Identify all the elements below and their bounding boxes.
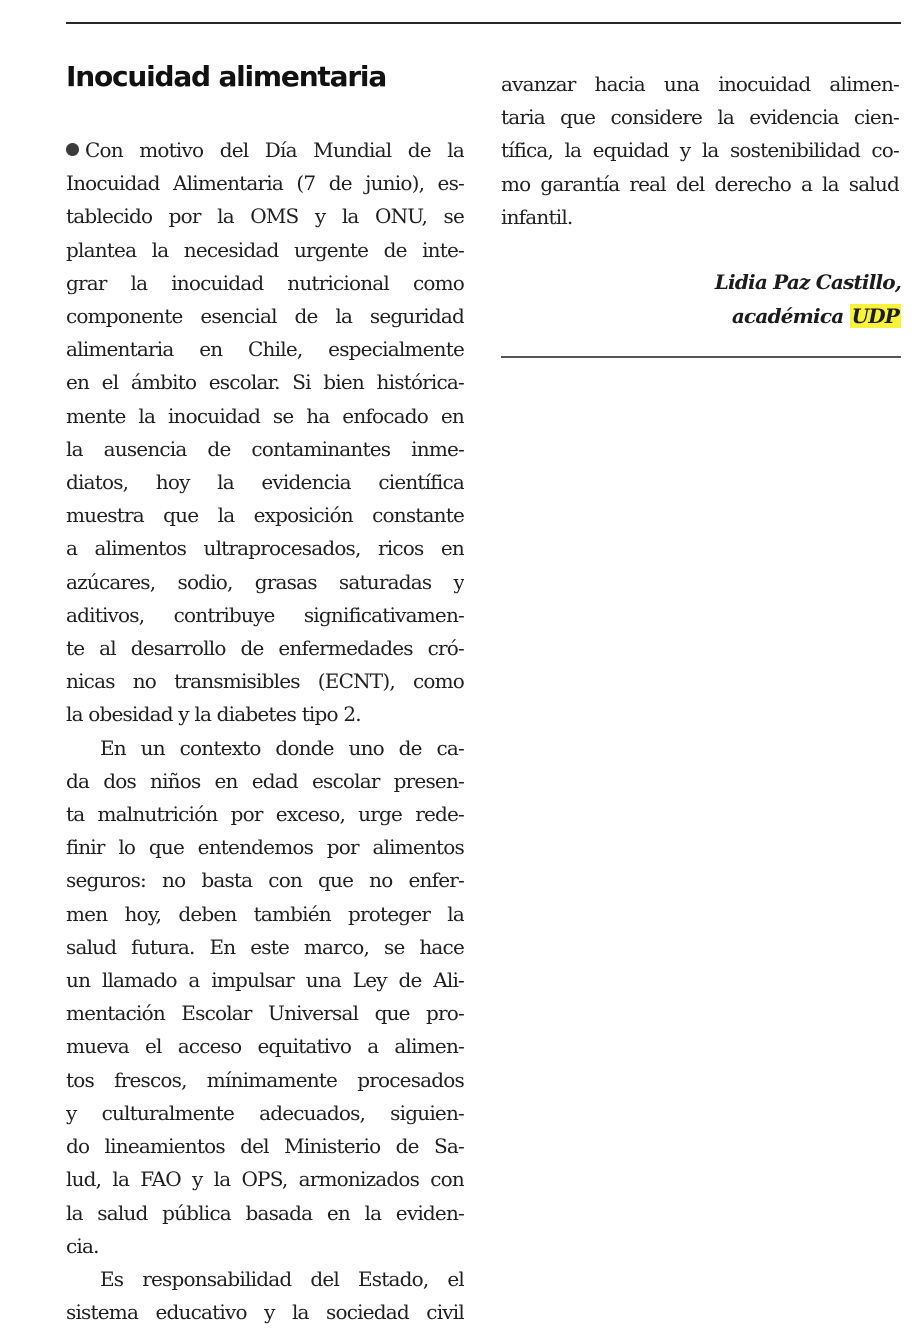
article-title: Inocuidad alimentaria xyxy=(66,60,387,93)
signature-rule xyxy=(501,356,901,358)
text-line: lud, la FAO y la OPS, armonizados con xyxy=(66,1167,464,1192)
text-line: mueva el acceso equitativo a alimen- xyxy=(66,1034,464,1059)
text-line: aditivos, contribuye significativamen- xyxy=(66,602,464,627)
text-line: finir lo que entendemos por alimentos xyxy=(66,835,464,860)
text-line: plantea la necesidad urgente de inte- xyxy=(66,237,464,262)
text-line: sistema educativo y la sociedad civil xyxy=(66,1300,464,1325)
text-line: grar la inocuidad nutricional como xyxy=(66,270,464,295)
text-line: taria que considere la evidencia cien- xyxy=(501,105,899,130)
author-role: académica xyxy=(731,304,844,328)
text-line: mentación Escolar Universal que pro- xyxy=(66,1001,464,1026)
text-line: azúcares, sodio, grasas saturadas y xyxy=(66,569,464,594)
text-line: En un contexto donde uno de ca- xyxy=(100,735,464,760)
text-line: do lineamientos del Ministerio de Sa- xyxy=(66,1134,464,1159)
text-line: mo garantía real del derecho a la salud xyxy=(501,171,899,196)
text-line: seguros: no basta con que no enfer- xyxy=(66,868,464,893)
text-line: ta malnutrición por exceso, urge rede- xyxy=(66,802,464,827)
text-line: diatos, hoy la evidencia científica xyxy=(66,470,464,495)
text-line: salud futura. En este marco, se hace xyxy=(66,934,464,959)
text-line: infantil. xyxy=(501,204,573,229)
left-column xyxy=(66,134,464,1329)
text-line: tablecido por la OMS y la ONU, se xyxy=(66,204,464,229)
text-line: la salud pública basada en la eviden- xyxy=(66,1200,464,1225)
text-line: men hoy, deben también proteger la xyxy=(66,901,464,926)
text-line: tos frescos, mínimamente procesados xyxy=(66,1067,464,1092)
text-line: la obesidad y la diabetes tipo 2. xyxy=(66,702,361,727)
text-line: muestra que la exposición constante xyxy=(66,503,464,528)
text-line: un llamado a impulsar una Ley de Ali- xyxy=(66,968,464,993)
text-line: y culturalmente adecuados, siguien- xyxy=(66,1100,464,1125)
institution-highlight: UDP xyxy=(851,304,899,328)
text-line: Inocuidad Alimentaria (7 de junio), es- xyxy=(66,171,464,196)
text-line: cia. xyxy=(66,1233,99,1258)
text-line: te al desarrollo de enfermedades cró- xyxy=(66,636,464,661)
signature xyxy=(715,265,901,333)
text-line: tífica, la equidad y la sostenibilidad co- xyxy=(501,138,899,163)
right-column xyxy=(501,68,899,234)
text-line: la ausencia de contaminantes inme- xyxy=(66,436,464,461)
author-name: Lidia Paz Castillo, xyxy=(714,270,901,294)
text-line: en el ámbito escolar. Si bien histórica- xyxy=(66,370,464,395)
author-role-line xyxy=(715,299,901,333)
text-line: alimentaria en Chile, especialmente xyxy=(66,337,464,362)
text-line: a alimentos ultraprocesados, ricos en xyxy=(66,536,464,561)
bullet-icon xyxy=(66,143,79,156)
text-line: componente esencial de la seguridad xyxy=(66,304,464,329)
text-line: avanzar hacia una inocuidad alimen- xyxy=(501,72,899,96)
text-line: Es responsabilidad del Estado, el xyxy=(100,1266,464,1291)
top-rule xyxy=(66,22,901,24)
text-line: nicas no transmisibles (ECNT), como xyxy=(66,669,464,694)
text-line: Con motivo del Día Mundial de la xyxy=(66,134,464,167)
text-line: da dos niños en edad escolar presen- xyxy=(66,768,464,793)
text-line: mente la inocuidad se ha enfocado en xyxy=(66,403,464,428)
